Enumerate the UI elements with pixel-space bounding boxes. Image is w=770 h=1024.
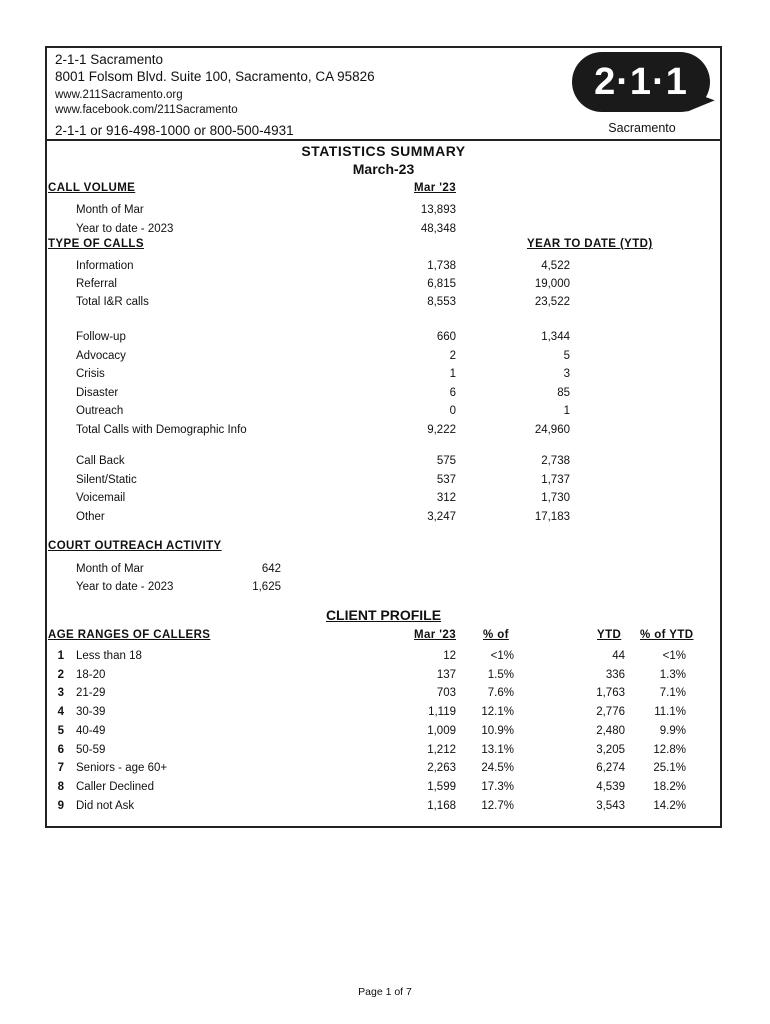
call-type-label: Total Calls with Demographic Info <box>76 424 247 436</box>
age-row-label: Caller Declined <box>76 780 154 793</box>
call-type-ytd-value: 23,522 <box>534 296 570 308</box>
age-row-month-value: 1,599 <box>427 780 456 793</box>
age-row-pct-ytd-value: 11.1% <box>654 706 686 719</box>
age-row-index: 9 <box>57 799 64 812</box>
age-row-pct-ytd-value: 1.3% <box>659 668 686 681</box>
age-row-index: 1 <box>57 650 64 662</box>
call-type-ytd-value: 1,344 <box>541 331 570 343</box>
age-row-pct-value: 12.1% <box>481 706 514 719</box>
org-name: 2-1-1 Sacramento <box>55 52 164 67</box>
call-type-ytd-value: 17,183 <box>534 510 570 523</box>
org-phones: 2-1-1 or 916-498-1000 or 800-500-4931 <box>55 123 294 138</box>
age-col-month-header: Mar '23 <box>414 629 456 641</box>
age-row-index: 7 <box>57 762 64 775</box>
age-row-index: 5 <box>57 724 64 737</box>
age-row-label: 50-59 <box>76 743 106 756</box>
ytd-heading: YEAR TO DATE (YTD) <box>527 238 653 250</box>
age-row-ytd-value: 3,205 <box>596 743 625 756</box>
age-row-label: 30-39 <box>76 706 106 719</box>
call-type-label: Crisis <box>76 368 105 381</box>
call-type-label: Disaster <box>76 386 119 399</box>
org-address: 8001 Folsom Blvd. Suite 100, Sacramento, CA 95826 <box>55 69 375 84</box>
logo-subtitle: Sacramento <box>608 121 676 135</box>
age-row-pct-value: 13.1% <box>481 743 514 756</box>
call-volume-row-label: Month of Mar <box>76 204 144 216</box>
age-col-pct-ytd-header: % of YTD <box>640 629 694 641</box>
call-type-month-value: 2 <box>449 349 456 362</box>
age-row-pct-value: 1.5% <box>487 668 514 681</box>
call-type-label: Voicemail <box>76 492 126 505</box>
call-type-ytd-value: 24,960 <box>534 424 570 436</box>
call-volume-row-label: Year to date - 2023 <box>76 223 174 235</box>
call-type-label: Other <box>76 510 105 523</box>
age-col-ytd-header: YTD <box>597 629 622 641</box>
age-row-ytd-value: 2,480 <box>596 724 625 737</box>
call-volume-row-value: 48,348 <box>420 223 456 235</box>
logo-bubble: 2·1·1 <box>572 52 710 112</box>
call-type-ytd-value: 5 <box>563 349 570 362</box>
call-type-label: Outreach <box>76 405 124 418</box>
call-type-month-value: 3,247 <box>427 510 456 523</box>
call-type-label: Follow-up <box>76 331 126 343</box>
age-row-index: 2 <box>57 668 64 681</box>
age-row-label: 40-49 <box>76 724 106 737</box>
age-row-pct-ytd-value: 9.9% <box>659 724 686 737</box>
call-type-month-value: 312 <box>436 492 456 505</box>
call-type-month-value: 8,553 <box>427 296 456 308</box>
age-row-label: Did not Ask <box>76 799 135 812</box>
type-of-calls-heading: TYPE OF CALLS <box>48 238 144 250</box>
age-row-ytd-value: 3,543 <box>596 799 625 812</box>
age-row-ytd-value: 1,763 <box>596 687 625 700</box>
call-type-month-value: 1,738 <box>427 260 456 272</box>
age-row-ytd-value: 2,776 <box>596 706 625 719</box>
call-type-ytd-value: 4,522 <box>541 260 570 272</box>
call-type-month-value: 660 <box>436 331 456 343</box>
age-row-ytd-value: 6,274 <box>596 762 625 775</box>
age-row-month-value: 12 <box>443 650 456 662</box>
call-type-ytd-value: 1,730 <box>541 492 570 505</box>
court-outreach-row-value: 1,625 <box>252 581 281 593</box>
call-type-ytd-value: 3 <box>563 368 570 381</box>
org-facebook: www.facebook.com/211Sacramento <box>55 104 238 116</box>
age-row-pct-ytd-value: 7.1% <box>659 687 686 700</box>
call-type-label: Information <box>76 260 134 272</box>
age-row-pct-value: 7.6% <box>487 687 514 700</box>
age-row-index: 8 <box>57 780 64 793</box>
call-type-month-value: 537 <box>436 473 456 486</box>
call-type-month-value: 6,815 <box>427 278 456 290</box>
call-type-ytd-value: 85 <box>557 386 570 399</box>
call-type-month-value: 0 <box>449 405 456 418</box>
age-row-month-value: 1,168 <box>427 799 456 812</box>
call-type-ytd-value: 19,000 <box>534 278 570 290</box>
age-row-month-value: 1,119 <box>428 706 456 719</box>
call-type-month-value: 6 <box>449 386 456 399</box>
call-type-ytd-value: 2,738 <box>541 455 570 467</box>
age-row-month-value: 2,263 <box>427 762 456 775</box>
age-row-label: Seniors - age 60+ <box>76 762 168 775</box>
call-type-month-value: 575 <box>436 455 456 467</box>
call-volume-heading: CALL VOLUME <box>48 182 136 194</box>
age-row-label: 21-29 <box>76 687 106 700</box>
211-logo <box>562 50 722 140</box>
call-volume-col-header: Mar '23 <box>414 182 456 194</box>
age-row-ytd-value: 4,539 <box>596 780 625 793</box>
court-outreach-row-label: Year to date - 2023 <box>76 581 174 593</box>
age-row-pct-value: 12.7% <box>481 799 514 812</box>
page-number: Page 1 of 7 <box>358 986 412 998</box>
call-type-month-value: 9,222 <box>427 424 456 436</box>
age-row-pct-value: 10.9% <box>481 724 514 737</box>
call-type-ytd-value: 1,737 <box>541 473 570 486</box>
page-title: STATISTICS SUMMARY <box>301 143 466 159</box>
org-website: www.211Sacramento.org <box>55 89 183 101</box>
age-row-pct-value: 24.5% <box>481 762 514 775</box>
court-outreach-heading: COURT OUTREACH ACTIVITY <box>48 540 222 552</box>
age-row-index: 4 <box>57 706 64 719</box>
age-row-index: 3 <box>57 687 64 700</box>
call-type-label: Silent/Static <box>76 473 137 486</box>
age-row-pct-ytd-value: 14.2% <box>653 799 686 812</box>
call-type-label: Total I&R calls <box>76 296 149 308</box>
age-ranges-heading: AGE RANGES OF CALLERS <box>48 629 211 641</box>
call-volume-row-value: 13,893 <box>420 204 456 216</box>
age-row-pct-ytd-value: 18.2% <box>653 780 686 793</box>
age-row-month-value: 1,009 <box>427 724 456 737</box>
age-col-pct-header: % of <box>483 629 509 641</box>
age-row-ytd-value: 44 <box>612 650 625 662</box>
age-row-label: 18-20 <box>76 668 106 681</box>
age-row-pct-ytd-value: 12.8% <box>653 743 686 756</box>
client-profile-heading: CLIENT PROFILE <box>325 607 442 623</box>
age-row-pct-value: <1% <box>490 650 514 662</box>
court-outreach-row-label: Month of Mar <box>76 563 144 575</box>
age-row-month-value: 137 <box>436 668 456 681</box>
call-type-label: Referral <box>76 278 117 290</box>
age-row-month-value: 1,212 <box>427 743 456 756</box>
call-type-ytd-value: 1 <box>563 405 570 418</box>
age-row-pct-ytd-value: <1% <box>662 650 686 662</box>
age-row-pct-value: 17.3% <box>481 780 514 793</box>
call-type-label: Call Back <box>76 455 125 467</box>
age-row-index: 6 <box>57 743 64 756</box>
age-row-month-value: 703 <box>436 687 456 700</box>
age-row-pct-ytd-value: 25.1% <box>653 762 686 775</box>
call-type-label: Advocacy <box>76 349 126 362</box>
age-row-ytd-value: 336 <box>605 668 625 681</box>
report-period: March-23 <box>352 161 415 177</box>
call-type-month-value: 1 <box>449 368 456 381</box>
age-row-label: Less than 18 <box>76 650 142 662</box>
court-outreach-row-value: 642 <box>261 563 281 575</box>
